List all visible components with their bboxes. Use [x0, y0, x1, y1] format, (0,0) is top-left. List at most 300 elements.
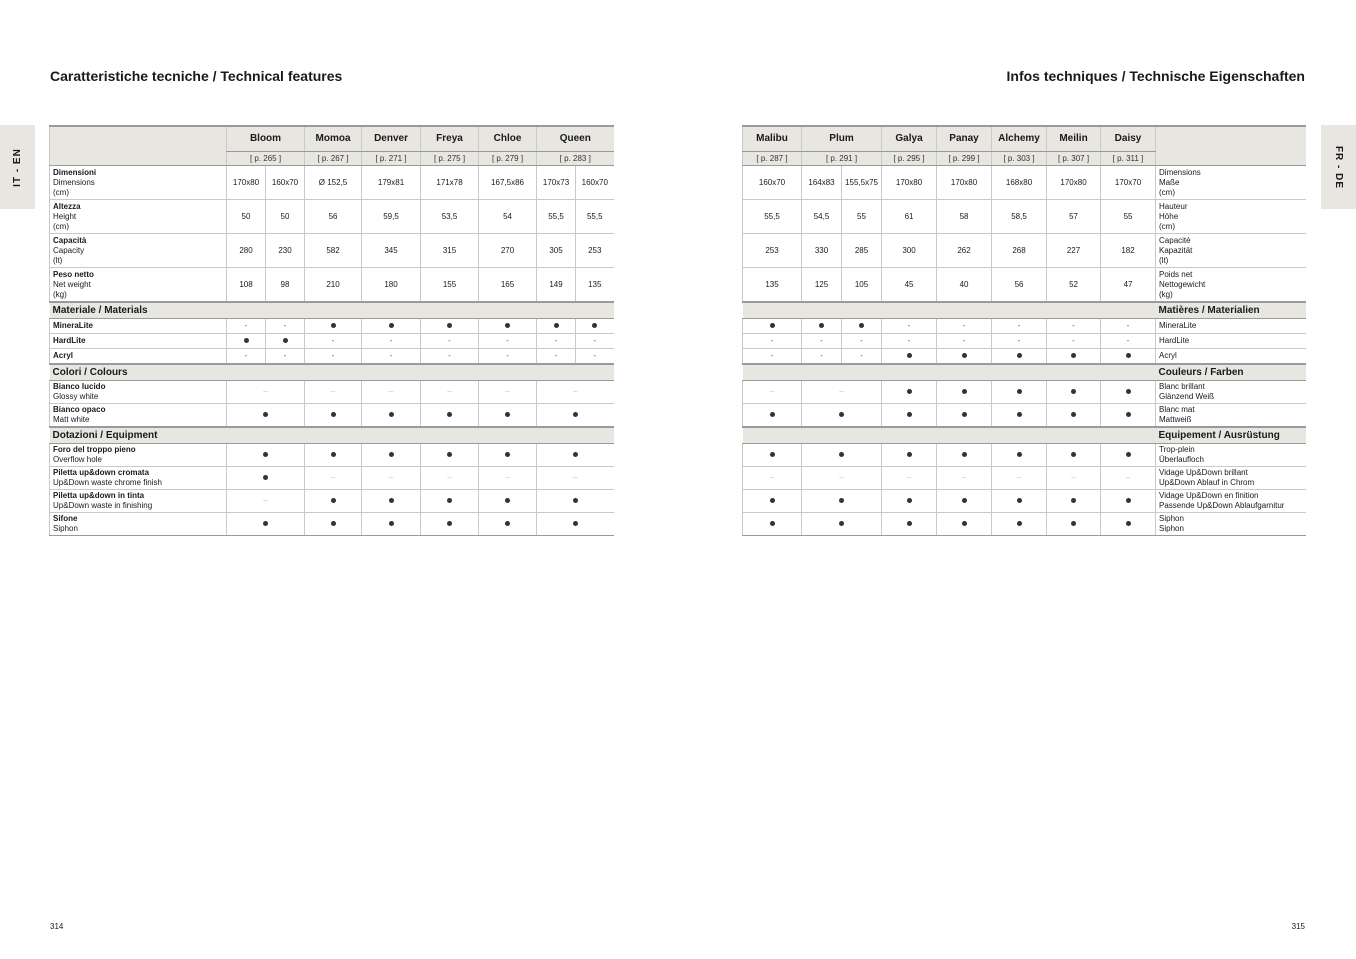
spec-row	[50, 349, 614, 365]
spec-label-line: Sifone	[53, 514, 78, 523]
spec-value	[882, 349, 937, 365]
availability-dot-icon	[283, 338, 288, 343]
availability-dot-icon	[907, 353, 912, 358]
spec-value: –	[937, 467, 992, 490]
spec-label-line: (lt)	[1159, 255, 1169, 265]
spec-value	[1047, 381, 1101, 404]
availability-dot-icon	[263, 475, 268, 480]
availability-dot-icon	[331, 452, 336, 457]
spec-value: 155,5x75	[842, 166, 882, 200]
model-name-panay: Panay	[937, 126, 992, 152]
spec-value	[992, 444, 1047, 467]
spec-value	[305, 490, 362, 513]
spec-value	[362, 319, 421, 334]
spec-label-line: Capacité	[1159, 235, 1191, 245]
spec-value	[479, 404, 537, 428]
availability-dot-icon	[962, 389, 967, 394]
spec-value: Ø 152,5	[305, 166, 362, 200]
spec-value	[537, 490, 614, 513]
availability-dot-icon	[962, 521, 967, 526]
spec-row	[743, 334, 1306, 349]
spec-label-line: HardLite	[53, 336, 86, 345]
spec-value: –	[479, 381, 537, 404]
spec-label-line: Height	[53, 211, 77, 221]
spec-value: 52	[1047, 268, 1101, 303]
page-title-left: Caratteristiche tecniche / Technical features	[50, 68, 343, 84]
spec-value: 58	[937, 200, 992, 234]
spec-value: -	[576, 334, 614, 349]
spec-value: 61	[882, 200, 937, 234]
spec-row	[743, 319, 1306, 334]
spec-value: 98	[266, 268, 305, 303]
spec-value: 55,5	[743, 200, 802, 234]
spec-value	[266, 334, 305, 349]
spec-label-line: Up&Down Ablauf in Chrom	[1159, 478, 1255, 487]
language-tab-label: FR - DE	[1333, 145, 1345, 189]
availability-dot-icon	[447, 498, 452, 503]
availability-dot-icon	[962, 498, 967, 503]
availability-dot-icon	[907, 498, 912, 503]
spec-label-line: Kapazität	[1159, 245, 1193, 255]
spec-value: -	[537, 349, 576, 365]
spec-label-line: HardLite	[1159, 336, 1190, 345]
spec-row	[743, 234, 1306, 268]
spec-value: 47	[1101, 268, 1156, 303]
spec-label-line: Mattweiß	[1159, 415, 1192, 424]
spec-value: 170x80	[882, 166, 937, 200]
spec-value: 105	[842, 268, 882, 303]
spec-label-line: Dimensions	[53, 177, 95, 187]
model-page-ref: [ p. 303 ]	[992, 152, 1047, 166]
availability-dot-icon	[263, 521, 268, 526]
spec-label-line: Siphon	[1159, 514, 1184, 523]
availability-dot-icon	[839, 498, 844, 503]
spec-value: -	[937, 334, 992, 349]
spec-label	[1156, 200, 1306, 234]
spec-value: -	[1047, 319, 1101, 334]
spec-label	[1156, 319, 1306, 334]
spec-value	[937, 513, 992, 536]
spec-label	[50, 513, 227, 536]
spec-value: -	[842, 334, 882, 349]
spec-value: –	[421, 467, 479, 490]
spec-value: 253	[743, 234, 802, 268]
availability-dot-icon	[770, 323, 775, 328]
spec-value: –	[362, 381, 421, 404]
spec-value	[937, 490, 992, 513]
spec-value: 164x83	[802, 166, 842, 200]
spec-value: -	[1047, 334, 1101, 349]
spec-value: –	[227, 381, 305, 404]
availability-dot-icon	[331, 498, 336, 503]
spec-value: 182	[1101, 234, 1156, 268]
spec-value: -	[802, 349, 842, 365]
section-title: Colori / Colours	[50, 364, 614, 381]
model-name-daisy: Daisy	[1101, 126, 1156, 152]
spec-value: –	[1047, 467, 1101, 490]
availability-dot-icon	[554, 323, 559, 328]
spec-label-line: Acryl	[53, 351, 74, 360]
spec-row	[50, 490, 614, 513]
spec-row	[50, 513, 614, 536]
spec-label	[50, 381, 227, 404]
spec-label	[1156, 334, 1306, 349]
spec-value	[882, 381, 937, 404]
section-title: Equipement / Ausrüstung	[1156, 427, 1306, 444]
section-header-row	[743, 427, 1306, 444]
spec-value	[227, 334, 266, 349]
spec-value	[882, 404, 937, 428]
spec-value: –	[305, 381, 362, 404]
spec-value: 168x80	[992, 166, 1047, 200]
spec-value: 253	[576, 234, 614, 268]
spec-value: 300	[882, 234, 937, 268]
spec-value: 58,5	[992, 200, 1047, 234]
spec-label	[50, 234, 227, 268]
spec-value: 268	[992, 234, 1047, 268]
spec-row	[743, 404, 1306, 428]
spec-value	[937, 381, 992, 404]
spec-value	[305, 404, 362, 428]
availability-dot-icon	[770, 498, 775, 503]
spec-label-line: Altezza	[53, 201, 81, 211]
spec-value: -	[882, 334, 937, 349]
section-spacer	[743, 427, 1156, 444]
spec-value	[992, 349, 1047, 365]
language-tab-fr-de[interactable]	[1321, 125, 1356, 209]
availability-dot-icon	[1071, 521, 1076, 526]
section-spacer	[743, 364, 1156, 381]
spec-value: -	[842, 349, 882, 365]
spec-value	[1047, 490, 1101, 513]
section-header-row	[743, 364, 1306, 381]
spec-label-line: Poids net	[1159, 269, 1193, 279]
spec-value: 582	[305, 234, 362, 268]
spec-value: 170x73	[537, 166, 576, 200]
spec-value: 135	[743, 268, 802, 303]
spec-value: -	[576, 349, 614, 365]
spec-value: 345	[362, 234, 421, 268]
language-tab-it-en[interactable]	[0, 125, 35, 209]
spec-value: 57	[1047, 200, 1101, 234]
spec-value: 180	[362, 268, 421, 303]
spec-row	[743, 490, 1306, 513]
spec-label-line: Nettogewicht	[1159, 279, 1206, 289]
spec-value: 56	[305, 200, 362, 234]
model-name-alchemy: Alchemy	[992, 126, 1047, 152]
model-name-chloe: Chloe	[479, 126, 537, 152]
spec-value: 170x80	[1047, 166, 1101, 200]
availability-dot-icon	[770, 412, 775, 417]
spec-row	[50, 200, 614, 234]
availability-dot-icon	[1071, 389, 1076, 394]
spec-value: 210	[305, 268, 362, 303]
spec-value: -	[421, 334, 479, 349]
spec-label	[1156, 444, 1306, 467]
spec-value: 270	[479, 234, 537, 268]
spec-value	[362, 490, 421, 513]
availability-dot-icon	[505, 412, 510, 417]
spec-value	[537, 319, 576, 334]
spec-value	[362, 513, 421, 536]
spec-value: -	[882, 319, 937, 334]
spec-label-line: (kg)	[1159, 289, 1173, 299]
spec-row	[50, 381, 614, 404]
availability-dot-icon	[263, 412, 268, 417]
spec-label	[50, 200, 227, 234]
availability-dot-icon	[389, 323, 394, 328]
spec-value	[1101, 404, 1156, 428]
spec-value: -	[1101, 334, 1156, 349]
spec-value: –	[537, 381, 614, 404]
availability-dot-icon	[1071, 412, 1076, 417]
spec-label-line: Glänzend Weiß	[1159, 392, 1215, 401]
spec-value	[992, 381, 1047, 404]
spec-label-line: Höhe	[1159, 211, 1179, 221]
spec-value	[937, 444, 992, 467]
spec-value: 108	[227, 268, 266, 303]
section-title: Materiale / Materials	[50, 302, 614, 319]
spec-value	[743, 444, 802, 467]
model-name-galya: Galya	[882, 126, 937, 152]
spec-label-line: Vidage Up&Down brillant	[1159, 468, 1248, 477]
spec-value: –	[743, 467, 802, 490]
model-name-plum: Plum	[802, 126, 882, 152]
header-spacer	[50, 126, 227, 166]
availability-dot-icon	[263, 452, 268, 457]
spec-value: –	[802, 467, 882, 490]
spec-label-line: (lt)	[53, 255, 63, 265]
spec-label-line: Capacità	[53, 235, 87, 245]
spec-label-line: Bianco lucido	[53, 382, 106, 391]
spec-row	[743, 444, 1306, 467]
spec-label	[1156, 349, 1306, 365]
spec-value	[537, 513, 614, 536]
model-name-freya: Freya	[421, 126, 479, 152]
spec-value	[227, 467, 305, 490]
availability-dot-icon	[447, 452, 452, 457]
spec-value	[802, 319, 842, 334]
model-page-ref: [ p. 271 ]	[362, 152, 421, 166]
spec-value	[305, 444, 362, 467]
spec-label-line: Siphon	[53, 524, 78, 533]
spec-value	[1101, 490, 1156, 513]
spec-row	[50, 404, 614, 428]
availability-dot-icon	[1126, 498, 1131, 503]
availability-dot-icon	[770, 452, 775, 457]
model-header-row	[50, 126, 614, 152]
spec-value: -	[537, 334, 576, 349]
spec-value: 125	[802, 268, 842, 303]
spec-value	[227, 404, 305, 428]
availability-dot-icon	[907, 452, 912, 457]
spec-value: 160x70	[743, 166, 802, 200]
spec-label	[1156, 490, 1306, 513]
spec-value: 160x70	[576, 166, 614, 200]
spec-row	[743, 381, 1306, 404]
spec-value: 305	[537, 234, 576, 268]
spec-label-line: (cm)	[1159, 187, 1176, 197]
availability-dot-icon	[1126, 389, 1131, 394]
spec-value	[743, 490, 802, 513]
spec-row	[50, 467, 614, 490]
availability-dot-icon	[389, 412, 394, 417]
spec-value: -	[362, 334, 421, 349]
availability-dot-icon	[962, 452, 967, 457]
spec-value: -	[743, 334, 802, 349]
spec-value	[743, 513, 802, 536]
spec-label	[50, 404, 227, 428]
spec-label	[1156, 513, 1306, 536]
spec-row	[743, 166, 1306, 200]
spec-value: -	[305, 349, 362, 365]
spec-value	[479, 513, 537, 536]
spec-label	[50, 444, 227, 467]
spec-value: 179x81	[362, 166, 421, 200]
spec-label-line: Siphon	[1159, 524, 1184, 533]
spec-value	[743, 319, 802, 334]
spec-row	[50, 166, 614, 200]
spec-label-line: Overflow hole	[53, 455, 102, 464]
spec-value	[842, 319, 882, 334]
spec-value	[421, 319, 479, 334]
spec-label-line: MineraLite	[1159, 321, 1197, 330]
availability-dot-icon	[839, 412, 844, 417]
availability-dot-icon	[573, 498, 578, 503]
spec-value: –	[802, 381, 882, 404]
spec-label-line: (kg)	[53, 289, 67, 299]
spec-value: 55,5	[576, 200, 614, 234]
availability-dot-icon	[839, 452, 844, 457]
spec-label	[50, 490, 227, 513]
spec-value	[479, 319, 537, 334]
model-page-ref: [ p. 275 ]	[421, 152, 479, 166]
spec-label-line: Glossy white	[53, 392, 99, 401]
section-title: Dotazioni / Equipment	[50, 427, 614, 444]
availability-dot-icon	[1017, 521, 1022, 526]
spec-value	[992, 490, 1047, 513]
spec-label-line: Capacity	[53, 245, 85, 255]
section-header-row	[50, 302, 614, 319]
spec-value: -	[227, 349, 266, 365]
spec-label	[50, 467, 227, 490]
spec-value	[227, 444, 305, 467]
spec-label-line: Blanc mat	[1159, 405, 1195, 414]
model-page-ref: [ p. 287 ]	[743, 152, 802, 166]
spec-label-line: Net weight	[53, 279, 91, 289]
model-page-ref: [ p. 291 ]	[802, 152, 882, 166]
availability-dot-icon	[573, 412, 578, 417]
spec-value: 40	[937, 268, 992, 303]
availability-dot-icon	[331, 521, 336, 526]
spec-value	[802, 490, 882, 513]
spec-value	[1101, 381, 1156, 404]
spec-value	[1101, 349, 1156, 365]
availability-dot-icon	[907, 389, 912, 394]
spec-label-line: Matt white	[53, 415, 90, 424]
availability-dot-icon	[573, 452, 578, 457]
spec-value: 50	[266, 200, 305, 234]
availability-dot-icon	[819, 323, 824, 328]
spec-label	[1156, 381, 1306, 404]
spec-label-line: Piletta up&down cromata	[53, 468, 150, 477]
spec-label-line: Überlaufloch	[1159, 455, 1204, 464]
spec-label	[1156, 268, 1306, 303]
language-tab-label: IT - EN	[12, 147, 24, 187]
spec-value: –	[537, 467, 614, 490]
availability-dot-icon	[1071, 498, 1076, 503]
spec-value: –	[882, 467, 937, 490]
spec-value: 171x78	[421, 166, 479, 200]
spec-value	[227, 513, 305, 536]
spec-value: 315	[421, 234, 479, 268]
spec-value: 170x80	[227, 166, 266, 200]
model-name-denver: Denver	[362, 126, 421, 152]
availability-dot-icon	[505, 452, 510, 457]
spec-label	[1156, 404, 1306, 428]
spec-value: –	[421, 381, 479, 404]
spec-value	[1101, 513, 1156, 536]
spec-value	[362, 444, 421, 467]
model-page-ref: [ p. 299 ]	[937, 152, 992, 166]
availability-dot-icon	[389, 521, 394, 526]
spec-value	[882, 490, 937, 513]
availability-dot-icon	[1017, 353, 1022, 358]
spec-value: –	[1101, 467, 1156, 490]
spec-label-line: Hauteur	[1159, 201, 1188, 211]
spec-value: -	[992, 334, 1047, 349]
spec-value	[362, 404, 421, 428]
page-title-right: Infos techniques / Technische Eigenschaften	[1006, 68, 1305, 84]
availability-dot-icon	[907, 521, 912, 526]
availability-dot-icon	[962, 353, 967, 358]
model-page-ref: [ p. 267 ]	[305, 152, 362, 166]
spec-table-left	[49, 125, 614, 536]
availability-dot-icon	[1017, 389, 1022, 394]
spec-value: 50	[227, 200, 266, 234]
spec-value	[479, 490, 537, 513]
model-name-queen: Queen	[537, 126, 614, 152]
spec-value: 55	[1101, 200, 1156, 234]
spec-value	[305, 513, 362, 536]
spec-value	[1047, 404, 1101, 428]
spec-value	[1047, 513, 1101, 536]
availability-dot-icon	[1126, 521, 1131, 526]
spec-label	[50, 349, 227, 365]
spec-label	[50, 319, 227, 334]
availability-dot-icon	[331, 412, 336, 417]
spec-value: -	[305, 334, 362, 349]
availability-dot-icon	[770, 521, 775, 526]
spec-value: 135	[576, 268, 614, 303]
spec-label	[50, 334, 227, 349]
spec-row	[743, 467, 1306, 490]
spec-label-line: Up&Down waste chrome finish	[53, 478, 162, 487]
spec-label-line: Bianco opaco	[53, 405, 106, 414]
section-header-row	[50, 427, 614, 444]
availability-dot-icon	[1017, 452, 1022, 457]
spec-value: -	[802, 334, 842, 349]
spec-value: 285	[842, 234, 882, 268]
spec-label	[50, 166, 227, 200]
spec-label-line: Maße	[1159, 177, 1180, 187]
availability-dot-icon	[331, 323, 336, 328]
spec-row	[50, 268, 614, 303]
spec-row	[50, 334, 614, 349]
spec-value: 149	[537, 268, 576, 303]
spec-label-line: Up&Down waste in finishing	[53, 501, 153, 510]
spec-label-line: Trop-plein	[1159, 445, 1195, 454]
